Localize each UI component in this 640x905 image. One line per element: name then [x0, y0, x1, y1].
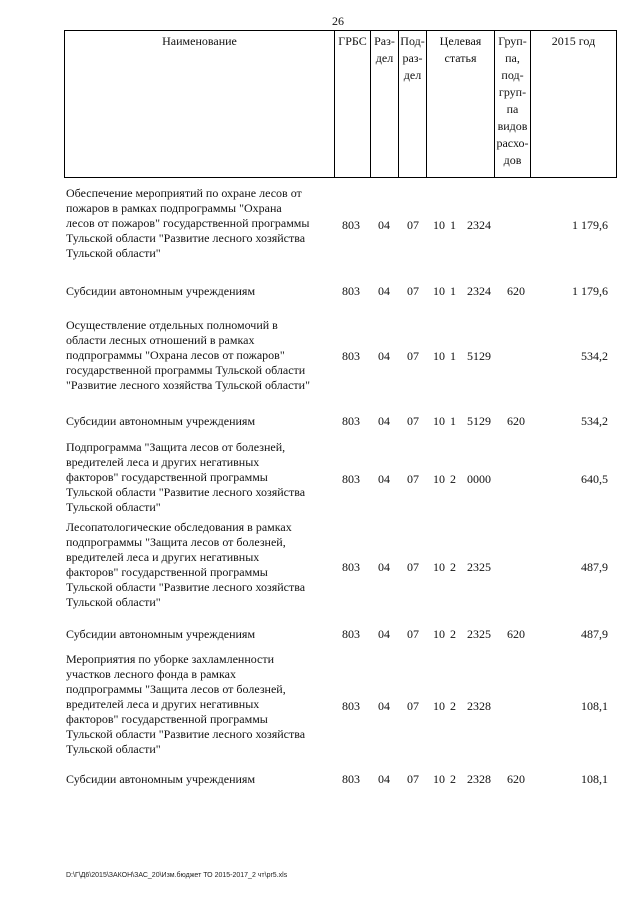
- row-grbs: 803: [342, 472, 360, 486]
- header-year: 2015 год: [531, 31, 617, 178]
- row-amount: 487,9: [581, 560, 608, 574]
- row-name: Осуществление отдельных полномочий в области лесных отношений в рамках подпрограммы "Охрана лесов от пожаров" государственной программы Тульской области "Развитие лесного хозяйства Тульской области": [66, 318, 310, 392]
- row-podrazdel: 07: [407, 414, 419, 428]
- row-target-program: 10: [433, 560, 445, 574]
- row-target-code: 0000: [467, 472, 491, 486]
- row-target-subprogram: 1: [450, 414, 456, 428]
- row-razdel: 04: [378, 627, 390, 641]
- header-grbs: ГРБС: [335, 31, 371, 178]
- row-target-program: 10: [433, 627, 445, 641]
- row-grbs: 803: [342, 284, 360, 298]
- row-grbs: 803: [342, 627, 360, 641]
- row-expense-group: 620: [507, 284, 525, 298]
- row-podrazdel: 07: [407, 218, 419, 232]
- header-target-article: Целевая статья: [427, 31, 495, 178]
- row-target-subprogram: 2: [450, 627, 456, 641]
- table-row: [66, 318, 614, 396]
- row-razdel: 04: [378, 472, 390, 486]
- row-name: Субсидии автономным учреждениям: [66, 284, 256, 298]
- row-grbs: 803: [342, 349, 360, 363]
- row-amount: 487,9: [581, 627, 608, 641]
- row-razdel: 04: [378, 284, 390, 298]
- row-podrazdel: 07: [407, 699, 419, 713]
- row-amount: 534,2: [581, 349, 608, 363]
- row-expense-group: 620: [507, 414, 525, 428]
- row-expense-group: 620: [507, 772, 525, 786]
- table-row: [66, 520, 614, 614]
- row-amount: 1 179,6: [572, 218, 608, 232]
- row-grbs: 803: [342, 772, 360, 786]
- header-podrazdel: Под- раз- дел: [399, 31, 427, 178]
- row-name: Лесопатологические обследования в рамках подпрограммы "Защита лесов от болезней, вредителей леса и других негативных факторов" государственной программы Тульской области "Развитие лесного хозяйства Тульской области": [66, 520, 306, 609]
- row-razdel: 04: [378, 699, 390, 713]
- row-grbs: 803: [342, 560, 360, 574]
- row-target-subprogram: 2: [450, 772, 456, 786]
- row-razdel: 04: [378, 772, 390, 786]
- row-podrazdel: 07: [407, 560, 419, 574]
- row-amount: 108,1: [581, 699, 608, 713]
- table-row: [66, 186, 614, 264]
- row-amount: 640,5: [581, 472, 608, 486]
- row-podrazdel: 07: [407, 284, 419, 298]
- row-razdel: 04: [378, 349, 390, 363]
- row-target-subprogram: 1: [450, 349, 456, 363]
- row-target-program: 10: [433, 772, 445, 786]
- row-podrazdel: 07: [407, 472, 419, 486]
- file-path-footer: D:\Г\Д6\2015\ЗАКОН\ЗАС_20\Изм.бюджет ТО 2015-2017_2 чт\pr5.xls: [66, 872, 288, 879]
- row-amount: 534,2: [581, 414, 608, 428]
- header-razdel: Раз- дел: [371, 31, 399, 178]
- row-target-code: 5129: [467, 349, 491, 363]
- table-header: [64, 30, 617, 178]
- table-row: [66, 414, 614, 430]
- row-target-program: 10: [433, 414, 445, 428]
- row-razdel: 04: [378, 560, 390, 574]
- row-amount: 108,1: [581, 772, 608, 786]
- row-amount: 1 179,6: [572, 284, 608, 298]
- row-target-code: 2325: [467, 627, 491, 641]
- row-razdel: 04: [378, 414, 390, 428]
- table-row: [66, 440, 614, 518]
- row-target-code: 2328: [467, 699, 491, 713]
- row-name: Субсидии автономным учреждениям: [66, 627, 256, 641]
- row-name: Обеспечение мероприятий по охране лесов от пожаров в рамках подпрограммы "Охрана лесов от пожаров" государственной программы Тульской области "Развитие лесного хозяйства Тульской области": [66, 186, 310, 260]
- row-target-subprogram: 2: [450, 472, 456, 486]
- row-grbs: 803: [342, 699, 360, 713]
- row-target-code: 2325: [467, 560, 491, 574]
- row-target-program: 10: [433, 218, 445, 232]
- row-name: Субсидии автономным учреждениям: [66, 772, 256, 786]
- row-name: Подпрограмма "Защита лесов от болезней, вредителей леса и других негативных факторов" государственной программы Тульской области "Развитие лесного хозяйства Тульской области": [66, 440, 306, 514]
- row-podrazdel: 07: [407, 627, 419, 641]
- header-name: Наименование: [65, 31, 335, 178]
- row-target-code: 2328: [467, 772, 491, 786]
- row-name: Субсидии автономным учреждениям: [66, 414, 256, 428]
- table-row: [66, 627, 614, 643]
- row-name: Мероприятия по уборке захламленности участков лесного фонда в рамках подпрограммы "Защита лесов от болезней, вредителей леса и других негативных факторов" государственной программы Тульской области "Развитие лесного хозяйства Тульской области": [66, 652, 306, 756]
- row-target-program: 10: [433, 349, 445, 363]
- table-row: [66, 772, 614, 788]
- page-number: 26: [332, 14, 344, 28]
- row-grbs: 803: [342, 218, 360, 232]
- row-target-program: 10: [433, 284, 445, 298]
- row-expense-group: 620: [507, 627, 525, 641]
- header-expense-group: Груп- па, под- груп- па видов расхо- дов: [495, 31, 531, 178]
- row-target-code: 2324: [467, 218, 491, 232]
- table-row: [66, 652, 614, 760]
- row-target-subprogram: 1: [450, 218, 456, 232]
- row-target-code: 5129: [467, 414, 491, 428]
- row-target-code: 2324: [467, 284, 491, 298]
- row-grbs: 803: [342, 414, 360, 428]
- row-target-program: 10: [433, 699, 445, 713]
- row-razdel: 04: [378, 218, 390, 232]
- row-target-subprogram: 2: [450, 699, 456, 713]
- table-row: [66, 284, 614, 300]
- row-target-subprogram: 1: [450, 284, 456, 298]
- row-podrazdel: 07: [407, 772, 419, 786]
- row-target-subprogram: 2: [450, 560, 456, 574]
- row-podrazdel: 07: [407, 349, 419, 363]
- row-target-program: 10: [433, 472, 445, 486]
